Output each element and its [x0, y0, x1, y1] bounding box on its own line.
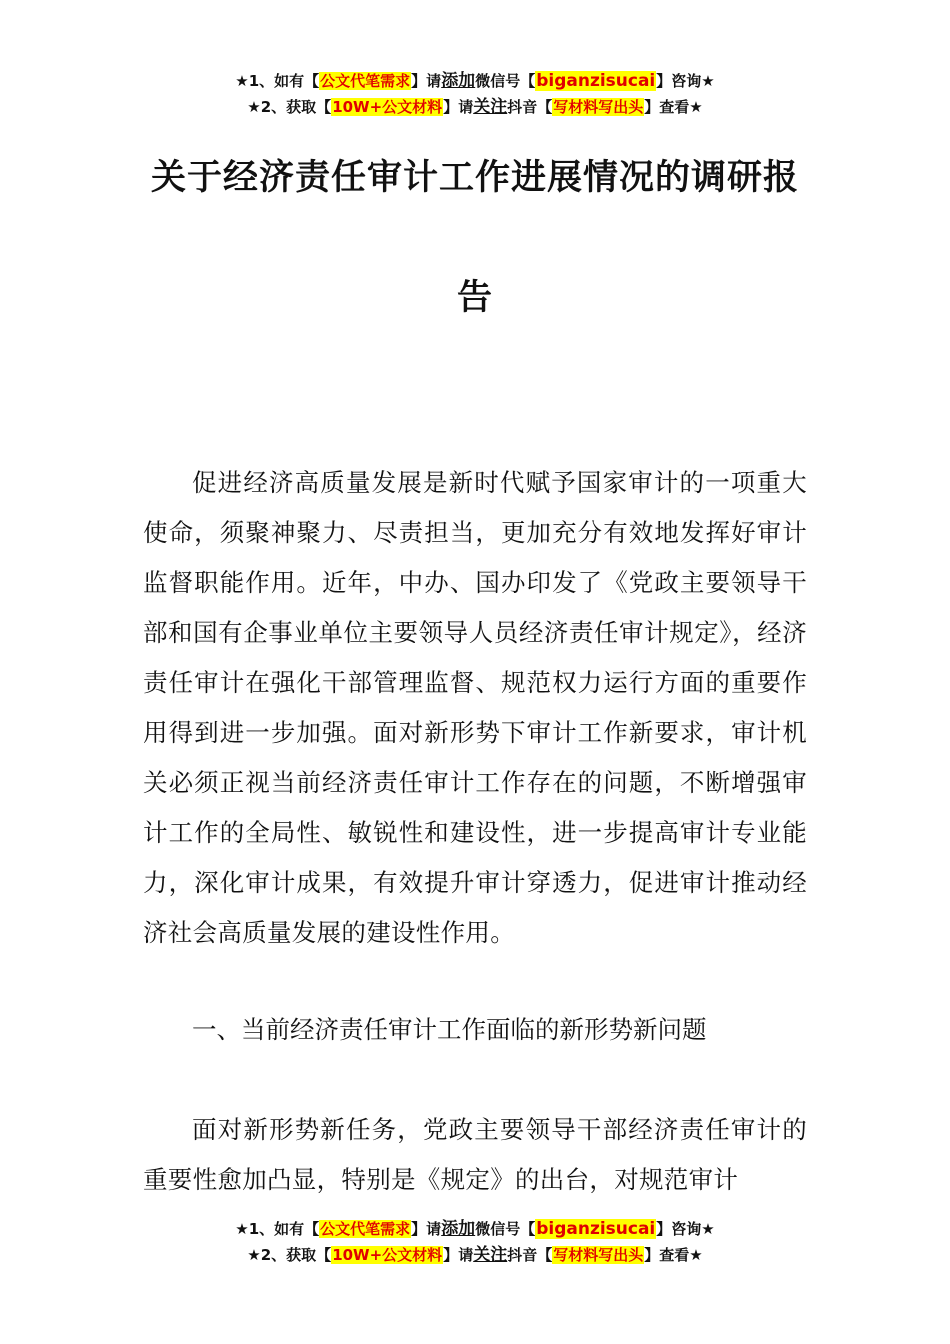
banner-text: 抖音【 [507, 1246, 553, 1264]
banner-text: 】请 [411, 72, 442, 90]
banner-highlight: 10W+公文材料 [332, 1246, 443, 1264]
body-paragraph: 面对新形势新任务，党政主要领导干部经济责任审计的重要性愈加凸显，特别是《规定》的出台，对规范审计 [143, 1115, 807, 1194]
banner-text: 】查看★ [644, 1246, 703, 1264]
banner-text: 微信号【 [475, 1220, 536, 1238]
banner-text: 微信号【 [475, 72, 536, 90]
header-banner [0, 68, 950, 120]
banner-douyin-id: 写材料写出头 [553, 1246, 644, 1264]
banner-douyin-id: 写材料写出头 [553, 98, 644, 116]
banner-text: 】请 [443, 1246, 474, 1264]
banner-text: 】咨询★ [656, 1220, 715, 1238]
banner-text: 抖音【 [507, 98, 553, 116]
banner-text: 】查看★ [644, 98, 703, 116]
document-title-continued: 告 [456, 278, 493, 318]
banner-wechat-id: biganzisucai [536, 71, 656, 91]
banner-highlight: 10W+公文材料 [332, 98, 443, 116]
document-title: 关于经济责任审计工作进展情况的调研报 [150, 158, 799, 198]
footer-banner [0, 1216, 950, 1268]
banner-text: 】请 [411, 1220, 442, 1238]
banner-highlight: 公文代笔需求 [320, 72, 411, 90]
banner-emphasis: 添加 [441, 71, 476, 91]
banner-text: ★1、如有【 [235, 72, 320, 90]
body-paragraph: 促进经济高质量发展是新时代赋予国家审计的一项重大使命，须聚神聚力、尽责担当，更加充分有效地发挥好审计监督职能作用。近年，中办、国办印发了《党政主要领导干部和国有企事业单位主要领导人员经济责任审计规定》，经济责任审计在强化干部管理监督、规范权力运行方面的重要作用得到进一步加强。面对新形势下审计工作新要求，审计机关必须正视当前经济责任审计工作存在的问题，不断增强审计工作的全局性、敏锐性和建设性，进一步提高审计专业能力，深化审计成果，有效提升审计穿透力，促进审计推动经济社会高质量发展的建设性作用。 [143, 468, 807, 947]
banner-text: ★1、如有【 [235, 1220, 320, 1238]
banner-line-2 [0, 1242, 950, 1268]
banner-line-1 [0, 68, 950, 94]
banner-highlight: 公文代笔需求 [320, 1220, 411, 1238]
banner-line-2 [0, 94, 950, 120]
banner-text: ★2、获取【 [247, 98, 332, 116]
section-heading: 一、当前经济责任审计工作面临的新形势新问题 [192, 1015, 707, 1044]
banner-text: 】请 [443, 98, 474, 116]
banner-line-1 [0, 1216, 950, 1242]
banner-emphasis: 关注 [473, 97, 508, 117]
banner-text: ★2、获取【 [247, 1246, 332, 1264]
banner-wechat-id: biganzisucai [536, 1219, 656, 1239]
banner-text: 】咨询★ [656, 72, 715, 90]
banner-emphasis: 添加 [441, 1219, 476, 1239]
banner-emphasis: 关注 [473, 1245, 508, 1265]
